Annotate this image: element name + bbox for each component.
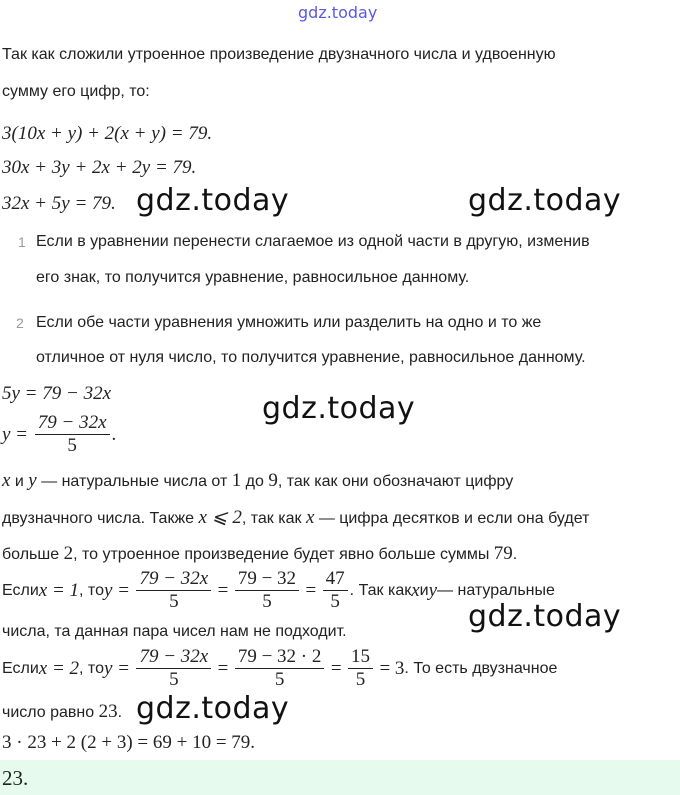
answer-box	[0, 760, 680, 795]
rule-number: 1	[18, 234, 26, 250]
watermark: gdz.today	[262, 391, 416, 426]
fraction: $\frac{47}{5}$	[323, 568, 348, 613]
fraction: $\frac{79 - 32x}{5}$	[136, 646, 211, 691]
answer-value: 23.	[2, 766, 29, 790]
case-1-line-1: Еслиx = 1, тоy = $\frac{79 - 32x}{5}$ = $\frac{79 - 32}{5}$ = $\frac{47}{5}$ . Так какxиy— натуральные	[2, 568, 555, 612]
fraction: $\frac{15}{5}$	[348, 646, 373, 691]
equation-1: 3(10x + y) + 2(x + y) = 79.	[2, 123, 213, 144]
paragraph-line-1: x и y — натуральные числа от 1 до 9, так как они обозначают цифру	[2, 470, 514, 491]
fraction: $\frac{79 - 32}{5}$	[235, 568, 299, 613]
watermark: gdz.today	[136, 183, 290, 218]
case-2-line-1: Еслиx = 2, тоy = $\frac{79 - 32x}{5}$ = $\frac{79 - 32 \cdot 2}{5}$ = $\frac{15}{5}$ = 3. То есть двузначное	[2, 646, 558, 690]
equation-3: 32x + 5y = 79.	[2, 193, 116, 214]
case-1-line-2: числа, та данная пара чисел нам не подходит.	[2, 623, 347, 640]
watermark-top: gdz.today	[298, 3, 378, 22]
fraction: $\frac{79 - 32x}{5}$	[136, 568, 211, 613]
watermark: gdz.today	[468, 599, 622, 634]
equation-2: 30x + 3y + 2x + 2y = 79.	[2, 157, 197, 178]
intro-line-2: сумму его цифр, то:	[2, 83, 150, 100]
rule-number: 2	[16, 315, 24, 331]
fraction: $\frac{79 - 32 \cdot 2}{5}$	[235, 646, 325, 691]
rule-2-line-1: Если обе части уравнения умножить или разделить на одно и то же	[36, 314, 542, 331]
rule-1-line-1: Если в уравнении перенести слагаемое из одной части в другую, изменив	[36, 233, 590, 250]
paragraph-line-2: двузначного числа. Также x ⩽ 2, так как x — цифра десятков и если она будет	[2, 507, 590, 528]
rule-2-line-2: отличное от нуля число, то получится уравнение, равносильное данному.	[36, 349, 586, 366]
equation-4: 5y = 79 − 32x	[2, 383, 112, 404]
check-equation: 3 · 23 + 2 (2 + 3) = 69 + 10 = 79.	[2, 732, 256, 753]
rule-1-line-2: его знак, то получится уравнение, равносильное данному.	[36, 269, 470, 286]
intro-line-1: Так как сложили утроенное произведение двузначного числа и удвоенную	[2, 46, 556, 63]
watermark: gdz.today	[136, 691, 290, 726]
case-2-line-2: число равно 23.	[2, 701, 123, 722]
y-expression: y = $\frac{79 - 32x}{5}$ .	[2, 412, 117, 456]
paragraph-line-3: больше 2, то утроенное произведение будет явно больше суммы 79.	[2, 543, 518, 564]
fraction: $\frac{79 - 32x}{5}$	[35, 412, 110, 457]
watermark: gdz.today	[468, 183, 622, 218]
